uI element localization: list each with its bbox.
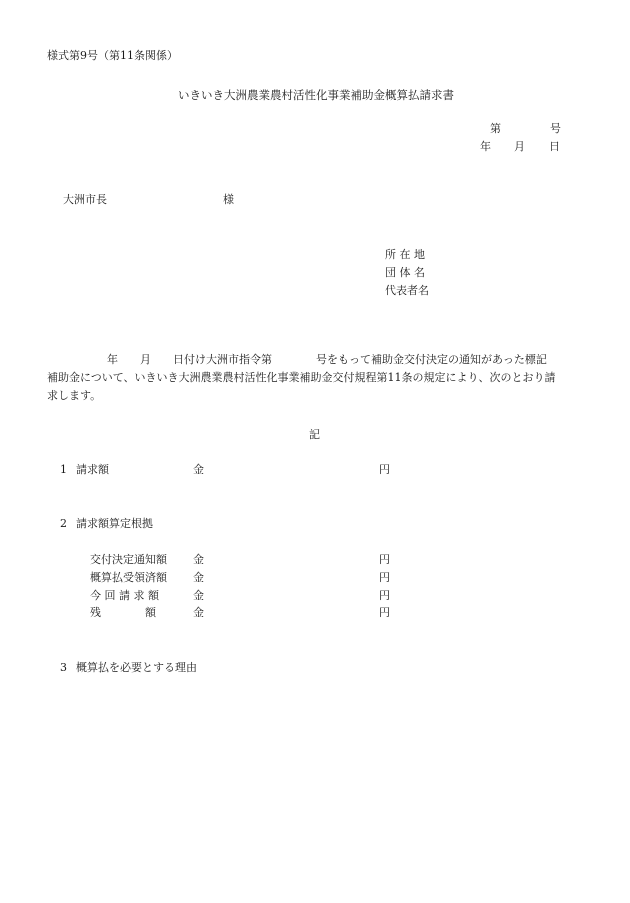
basis-row-kin: 金 <box>193 571 204 584</box>
basis-row-kin: 金 <box>193 589 204 602</box>
basis-row-yen: 円 <box>379 589 390 602</box>
item1-kin: 金 <box>193 463 204 476</box>
item1-number: 1 <box>60 463 67 476</box>
form-number: 様式第9号（第11条関係） <box>47 49 178 62</box>
basis-row-label: 概算払受領済額 <box>90 571 167 584</box>
item1-label: 請求額 <box>76 463 109 476</box>
addressee-honorific: 様 <box>223 193 234 206</box>
basis-row-kin: 金 <box>193 606 204 619</box>
date-month: 月 <box>514 140 525 153</box>
item3-label: 概算払を必要とする理由 <box>76 661 197 674</box>
body-line-3: 求します。 <box>47 389 102 402</box>
basis-row-yen: 円 <box>379 553 390 566</box>
doc-number-dai: 第 <box>490 122 501 135</box>
document-title: いきいき大洲農業農村活性化事業補助金概算払請求書 <box>178 88 454 102</box>
basis-row-yen: 円 <box>379 606 390 619</box>
basis-row-kin: 金 <box>193 553 204 566</box>
basis-row-label: 今 回 請 求 額 <box>90 589 159 602</box>
basis-row-yen: 円 <box>379 571 390 584</box>
date-year: 年 <box>480 140 491 153</box>
item2-label: 請求額算定根拠 <box>76 517 153 530</box>
addressee-name: 大洲市長 <box>63 193 107 206</box>
ki-heading: 記 <box>309 428 320 441</box>
basis-row-label: 残 額 <box>90 606 156 619</box>
item1-yen: 円 <box>379 463 390 476</box>
date-day: 日 <box>549 140 560 153</box>
body-line-1: 年 月 日付け大洲市指令第 号をもって補助金交付決定の通知があった標記 <box>107 353 547 366</box>
item3-number: 3 <box>60 661 67 674</box>
applicant-org-label: 団 体 名 <box>385 266 425 279</box>
doc-number-gou: 号 <box>550 122 561 135</box>
applicant-rep-label: 代表者名 <box>385 284 429 297</box>
applicant-address-label: 所 在 地 <box>385 248 425 261</box>
basis-row-label: 交付決定通知額 <box>90 553 167 566</box>
body-line-2: 補助金について、いきいき大洲農業農村活性化事業補助金交付規程第11条の規定により、次のとおり請 <box>47 371 556 384</box>
item2-number: 2 <box>60 517 67 530</box>
